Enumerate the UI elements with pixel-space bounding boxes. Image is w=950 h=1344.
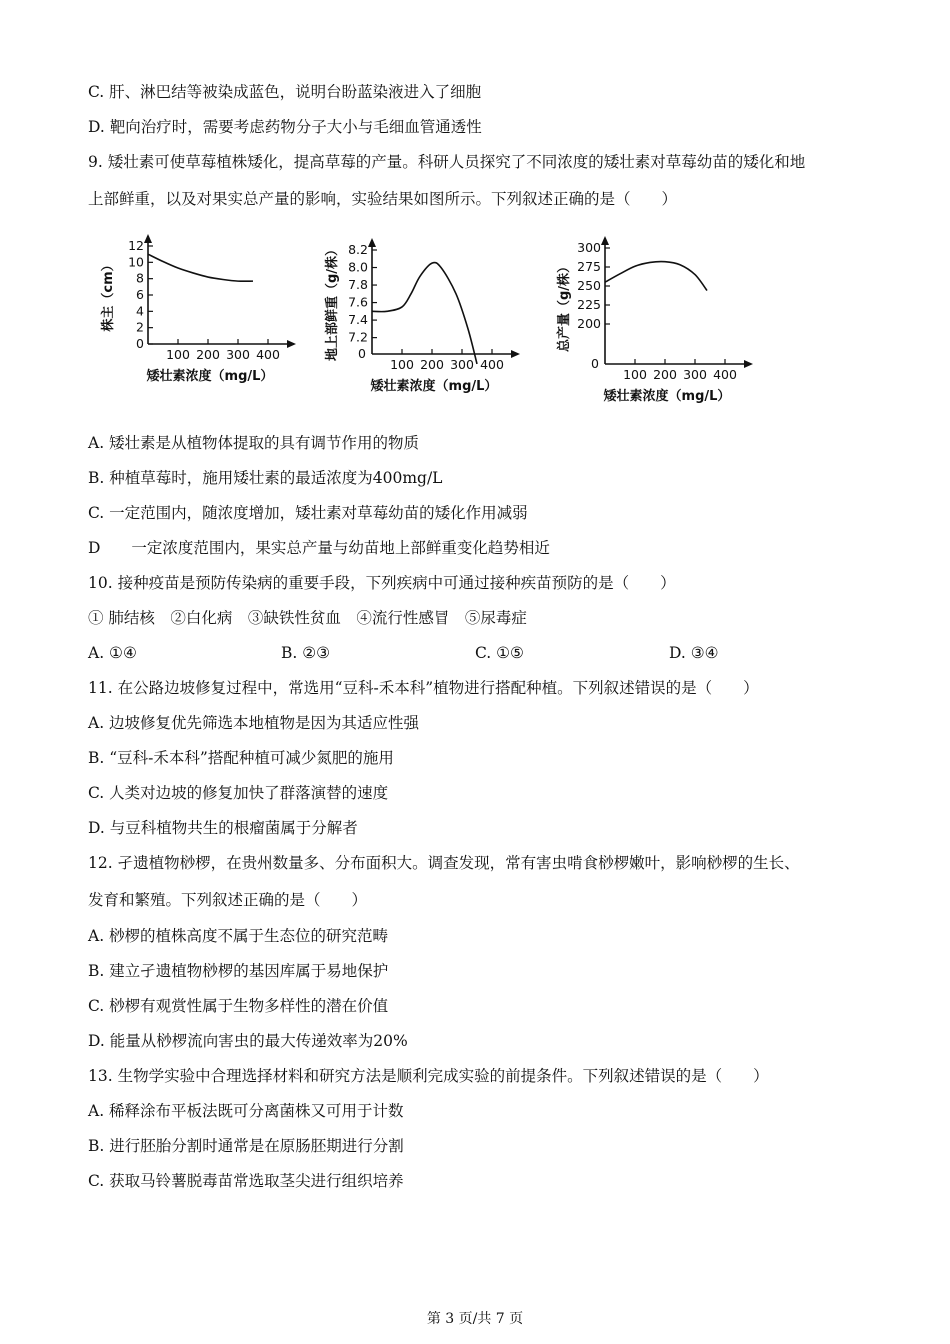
origin-label: 0 (591, 356, 599, 371)
q10-option-b: B. ②③ (281, 644, 331, 662)
question-11-stem: 11. 在公路边坡修复过程中，常选用“豆科-禾本科”植物进行搭配种植。下列叙述错误的是（ ） (88, 679, 759, 697)
y-axis-label: 地上部鲜重（g/株） (325, 242, 340, 362)
question-10-items: ① 肺结核 ②白化病 ③缺铁性贫血 ④流行性感冒 ⑤尿毒症 (88, 609, 527, 627)
question-12-stem: 12. 孑遗植物桫椤，在贵州数量多、分布面积大。调查发现，常有害虫啃食桫椤嫩叶，影响桫椤的生长、 (88, 854, 800, 872)
y-tick-label: 7.2 (348, 329, 368, 345)
y-axis-label: 株主（cm） (101, 258, 116, 332)
x-tick-label: 300 (226, 347, 250, 362)
y-tick-label: 7.8 (348, 277, 368, 293)
question-10-stem: 10. 接种疫苗是预防传染病的重要手段，下列疾病中可通过接种疾苗预防的是（ ） (88, 574, 676, 592)
question-12-stem-cont: 发育和繁殖。下列叙述正确的是（ ） (88, 891, 368, 909)
y-tick-label: 10 (128, 254, 144, 270)
origin-label: 0 (358, 346, 366, 361)
x-axis-label: 矮壮素浓度（mg/L） (370, 379, 498, 394)
y-tick-label: 6 (136, 287, 144, 302)
x-tick-label: 100 (390, 357, 414, 372)
y-tick-label: 250 (577, 278, 601, 293)
data-curve (148, 254, 253, 281)
y-tick-label: 275 (577, 259, 601, 274)
q11-option-a: A. 边坡修复优先筛选本地植物是因为其适应性强 (88, 714, 420, 732)
x-axis-label: 矮壮素浓度（mg/L） (146, 369, 274, 384)
x-tick-label: 400 (480, 357, 504, 372)
x-tick-label: 400 (713, 367, 737, 382)
y-tick-label: 2 (136, 319, 144, 335)
text-line: D. 靶向治疗时，需要考虑药物分子大小与毛细血管通透性 (88, 118, 482, 136)
x-tick-label: 400 (256, 347, 280, 362)
q9-figure (100, 228, 800, 408)
y-tick-label: 7.6 (348, 294, 368, 310)
q13-option-a: A. 稀释涂布平板法既可分离菌株又可用于计数 (88, 1102, 404, 1120)
y-tick-label: 7.4 (348, 312, 368, 328)
y-tick-label: 8.2 (348, 242, 368, 257)
x-axis-arrow (511, 350, 520, 358)
y-axis-label: 总产量（g/株） (557, 259, 572, 353)
y-tick-label: 8 (136, 270, 144, 286)
y-tick-label: 12 (128, 238, 144, 253)
x-tick-label: 300 (683, 367, 707, 382)
x-axis-label: 矮壮素浓度（mg/L） (603, 389, 731, 404)
question-9-stem-cont: 上部鲜重，以及对果实总产量的影响，实验结果如图所示。下列叙述正确的是（ ） (88, 190, 678, 208)
q12-option-a: A. 桫椤的植株高度不属于生态位的研究范畴 (88, 927, 389, 945)
question-13-stem: 13. 生物学实验中合理选择材料和研究方法是顺利完成实验的前提条件。下列叙述错误的是（ ） (88, 1067, 769, 1085)
y-axis-arrow (368, 238, 376, 247)
x-axis-arrow (744, 360, 753, 368)
x-tick-label: 200 (420, 357, 444, 372)
x-tick-label: 300 (450, 357, 474, 372)
q11-option-b: B. “豆科-禾本科”搭配种植可减少氮肥的施用 (88, 749, 394, 767)
q11-option-c: C. 人类对边坡的修复加快了群落演替的速度 (88, 784, 389, 802)
q9-option-b: B. 种植草莓时，施用矮壮素的最适浓度为400mg/L (88, 469, 443, 487)
data-curve (372, 262, 477, 363)
q10-option-c: C. ①⑤ (475, 644, 524, 662)
page-footer: 第 3 页/共 7 页 (426, 1311, 524, 1327)
q10-option-d: D. ③④ (669, 644, 719, 662)
x-tick-label: 100 (623, 367, 647, 382)
q12-option-b: B. 建立孑遗植物桫椤的基因库属于易地保护 (88, 962, 389, 980)
question-9-stem: 9. 矮壮素可使草莓植株矮化，提高草莓的产量。科研人员探究了不同浓度的矮壮素对草莓幼苗的矮化和地 (88, 153, 806, 171)
q11-option-d: D. 与豆科植物共生的根瘤菌属于分解者 (88, 819, 358, 837)
q13-option-c: C. 获取马铃薯脱毒苗常选取茎尖进行组织培养 (88, 1172, 404, 1190)
q10-option-a: A. ①④ (88, 644, 137, 662)
q9-charts-svg (100, 228, 800, 408)
data-curve (605, 262, 707, 291)
x-tick-label: 100 (166, 347, 190, 362)
y-tick-label: 4 (136, 303, 144, 319)
y-tick-label: 300 (577, 240, 601, 255)
y-axis-arrow (601, 236, 609, 245)
y-tick-label: 200 (577, 316, 601, 331)
x-tick-label: 200 (653, 367, 677, 382)
q10-options (88, 643, 788, 663)
y-tick-label: 0 (136, 336, 144, 351)
q9-option-a: A. 矮壮素是从植物体提取的具有调节作用的物质 (88, 434, 420, 452)
text-line: C. 肝、淋巴结等被染成蓝色，说明台盼蓝染液进入了细胞 (88, 83, 482, 101)
q13-option-b: B. 进行胚胎分割时通常是在原肠胚期进行分割 (88, 1137, 404, 1155)
x-tick-label: 200 (196, 347, 220, 362)
y-tick-label: 8.0 (348, 259, 368, 275)
q12-option-c: C. 桫椤有观赏性属于生物多样性的潜在价值 (88, 997, 389, 1015)
q9-option-d: D 一定浓度范围内，果实总产量与幼苗地上部鲜重变化趋势相近 (88, 539, 550, 557)
y-axis-arrow (144, 234, 152, 243)
q9-option-c: C. 一定范围内，随浓度增加，矮壮素对草莓幼苗的矮化作用减弱 (88, 504, 528, 522)
y-tick-label: 225 (577, 297, 601, 312)
x-axis-arrow (287, 340, 296, 348)
q12-option-d: D. 能量从桫椤流向害虫的最大传递效率为20% (88, 1032, 408, 1050)
